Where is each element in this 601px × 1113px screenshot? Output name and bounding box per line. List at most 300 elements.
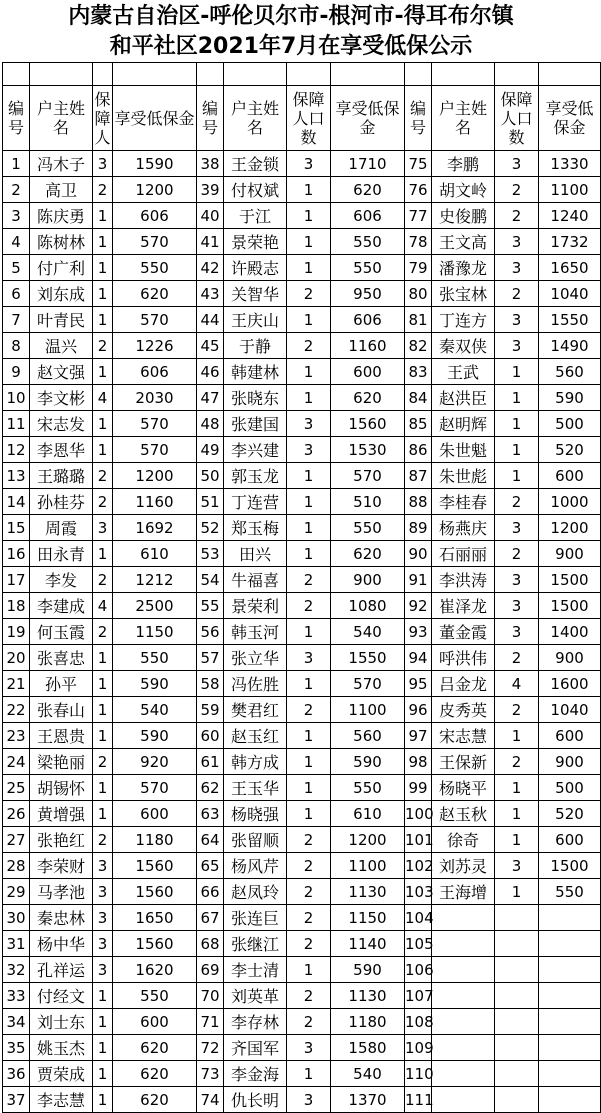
cell-householder: 关智华 bbox=[224, 281, 287, 307]
table-row bbox=[3, 177, 601, 203]
cell-persons: 3 bbox=[495, 619, 539, 645]
cell-persons: 1 bbox=[495, 801, 539, 827]
cell-householder: 王武 bbox=[432, 359, 495, 385]
cell-householder: 张建国 bbox=[224, 411, 287, 437]
cell-allowance: 1400 bbox=[539, 619, 601, 645]
cell-householder: 李桂春 bbox=[432, 489, 495, 515]
cell-number: 14 bbox=[3, 489, 30, 515]
table-row bbox=[3, 697, 601, 723]
cell-allowance: 1530 bbox=[331, 437, 405, 463]
cell-householder: 张春山 bbox=[30, 697, 93, 723]
cell-allowance: 1040 bbox=[539, 697, 601, 723]
cell-allowance bbox=[539, 983, 601, 1009]
table-row bbox=[3, 775, 601, 801]
cell-persons: 2 bbox=[495, 177, 539, 203]
cell-householder: 皮秀英 bbox=[432, 697, 495, 723]
cell-allowance: 590 bbox=[539, 385, 601, 411]
cell-householder: 景荣利 bbox=[224, 593, 287, 619]
cell-persons: 3 bbox=[495, 515, 539, 541]
cell-persons: 3 bbox=[93, 515, 113, 541]
cell-householder: 田兴 bbox=[224, 541, 287, 567]
cell-allowance: 550 bbox=[331, 775, 405, 801]
cell-allowance bbox=[539, 931, 601, 957]
cell-householder: 王海增 bbox=[432, 879, 495, 905]
cell-persons: 1 bbox=[287, 801, 331, 827]
assistance-table bbox=[2, 62, 601, 1113]
cell-persons: 3 bbox=[287, 1087, 331, 1113]
cell-persons: 2 bbox=[93, 749, 113, 775]
cell-persons: 2 bbox=[93, 177, 113, 203]
cell-householder: 景荣艳 bbox=[224, 229, 287, 255]
table-row bbox=[3, 463, 601, 489]
cell-persons: 3 bbox=[495, 229, 539, 255]
cell-number: 81 bbox=[405, 307, 432, 333]
cell-persons: 2 bbox=[93, 463, 113, 489]
cell-allowance: 1080 bbox=[331, 593, 405, 619]
cell-persons: 1 bbox=[93, 541, 113, 567]
table-row bbox=[3, 1035, 601, 1061]
cell-householder: 许殿志 bbox=[224, 255, 287, 281]
cell-householder: 韩建林 bbox=[224, 359, 287, 385]
cell-number: 97 bbox=[405, 723, 432, 749]
cell-allowance: 1150 bbox=[113, 619, 197, 645]
table-row bbox=[3, 411, 601, 437]
cell-number: 2 bbox=[3, 177, 30, 203]
cell-householder: 朱世彪 bbox=[432, 463, 495, 489]
cell-number: 55 bbox=[197, 593, 224, 619]
cell-number: 22 bbox=[3, 697, 30, 723]
document-title bbox=[0, 0, 582, 60]
cell-allowance: 1732 bbox=[539, 229, 601, 255]
cell-householder: 李志慧 bbox=[30, 1087, 93, 1113]
cell-number: 9 bbox=[3, 359, 30, 385]
cell-number: 58 bbox=[197, 671, 224, 697]
cell-allowance: 1500 bbox=[539, 567, 601, 593]
cell-allowance: 1130 bbox=[331, 983, 405, 1009]
cell-persons: 1 bbox=[93, 983, 113, 1009]
cell-number: 25 bbox=[3, 775, 30, 801]
cell-persons: 1 bbox=[287, 619, 331, 645]
cell-persons: 1 bbox=[287, 515, 331, 541]
cell-persons: 1 bbox=[495, 385, 539, 411]
cell-householder: 赵文强 bbox=[30, 359, 93, 385]
cell-allowance: 1100 bbox=[331, 853, 405, 879]
cell-allowance: 540 bbox=[331, 1061, 405, 1087]
cell-number: 32 bbox=[3, 957, 30, 983]
cell-persons: 1 bbox=[495, 411, 539, 437]
cell-persons: 1 bbox=[287, 489, 331, 515]
cell-householder: 王文高 bbox=[432, 229, 495, 255]
cell-allowance: 1650 bbox=[539, 255, 601, 281]
table-row bbox=[3, 255, 601, 281]
cell-number: 13 bbox=[3, 463, 30, 489]
table-row bbox=[3, 151, 601, 177]
cell-persons: 1 bbox=[93, 775, 113, 801]
cell-persons: 2 bbox=[287, 333, 331, 359]
cell-householder: 付广利 bbox=[30, 255, 93, 281]
cell-allowance: 570 bbox=[331, 463, 405, 489]
cell-number: 7 bbox=[3, 307, 30, 333]
cell-number: 12 bbox=[3, 437, 30, 463]
cell-number: 64 bbox=[197, 827, 224, 853]
table-row bbox=[3, 801, 601, 827]
cell-allowance: 1150 bbox=[331, 905, 405, 931]
cell-allowance: 1240 bbox=[539, 203, 601, 229]
table-row bbox=[3, 723, 601, 749]
cell-allowance: 570 bbox=[113, 437, 197, 463]
cell-number: 75 bbox=[405, 151, 432, 177]
cell-householder bbox=[432, 1087, 495, 1113]
cell-allowance: 500 bbox=[539, 775, 601, 801]
cell-householder: 王玉华 bbox=[224, 775, 287, 801]
cell-persons: 1 bbox=[93, 1035, 113, 1061]
cell-number: 66 bbox=[197, 879, 224, 905]
cell-allowance: 570 bbox=[113, 229, 197, 255]
cell-householder: 陈庆勇 bbox=[30, 203, 93, 229]
header-persons: 保障人 bbox=[93, 86, 113, 151]
cell-persons: 1 bbox=[93, 307, 113, 333]
table-row bbox=[3, 515, 601, 541]
cell-allowance: 1200 bbox=[113, 463, 197, 489]
cell-allowance: 570 bbox=[113, 775, 197, 801]
cell-householder bbox=[432, 1061, 495, 1087]
cell-householder: 郭玉龙 bbox=[224, 463, 287, 489]
cell-persons: 3 bbox=[93, 151, 113, 177]
cell-number: 34 bbox=[3, 1009, 30, 1035]
cell-householder: 李荣财 bbox=[30, 853, 93, 879]
cell-number: 71 bbox=[197, 1009, 224, 1035]
cell-number: 30 bbox=[3, 905, 30, 931]
cell-number: 15 bbox=[3, 515, 30, 541]
cell-householder: 张艳红 bbox=[30, 827, 93, 853]
cell-allowance: 1560 bbox=[331, 411, 405, 437]
cell-householder: 张继江 bbox=[224, 931, 287, 957]
cell-persons: 2 bbox=[287, 931, 331, 957]
cell-householder bbox=[432, 1009, 495, 1035]
cell-householder: 高卫 bbox=[30, 177, 93, 203]
cell-allowance: 600 bbox=[539, 463, 601, 489]
cell-persons bbox=[495, 1087, 539, 1113]
cell-number: 48 bbox=[197, 411, 224, 437]
cell-householder: 杨风芹 bbox=[224, 853, 287, 879]
cell-householder: 李鹏 bbox=[432, 151, 495, 177]
cell-allowance: 1180 bbox=[113, 827, 197, 853]
cell-persons: 1 bbox=[287, 385, 331, 411]
cell-persons: 1 bbox=[287, 307, 331, 333]
cell-number: 31 bbox=[3, 931, 30, 957]
table-row bbox=[3, 671, 601, 697]
cell-number: 47 bbox=[197, 385, 224, 411]
cell-number: 29 bbox=[3, 879, 30, 905]
cell-allowance: 560 bbox=[539, 359, 601, 385]
cell-allowance: 620 bbox=[113, 1087, 197, 1113]
cell-persons: 1 bbox=[495, 463, 539, 489]
cell-householder: 于静 bbox=[224, 333, 287, 359]
cell-number: 24 bbox=[3, 749, 30, 775]
cell-persons: 2 bbox=[93, 827, 113, 853]
cell-allowance: 1650 bbox=[113, 905, 197, 931]
table-row bbox=[3, 853, 601, 879]
cell-allowance bbox=[539, 905, 601, 931]
cell-persons: 1 bbox=[287, 203, 331, 229]
table-row bbox=[3, 957, 601, 983]
cell-persons: 1 bbox=[93, 1061, 113, 1087]
cell-number: 83 bbox=[405, 359, 432, 385]
cell-allowance: 1130 bbox=[331, 879, 405, 905]
cell-number: 68 bbox=[197, 931, 224, 957]
title-line-1: 内蒙古自治区-呼伦贝尔市-根河市-得耳布尔镇 bbox=[68, 4, 514, 29]
cell-householder: 秦忠林 bbox=[30, 905, 93, 931]
cell-allowance: 610 bbox=[331, 801, 405, 827]
table-row bbox=[3, 385, 601, 411]
cell-persons: 2 bbox=[93, 489, 113, 515]
cell-householder: 冯佐胜 bbox=[224, 671, 287, 697]
cell-persons: 1 bbox=[93, 697, 113, 723]
cell-householder: 潘豫龙 bbox=[432, 255, 495, 281]
cell-number: 104 bbox=[405, 905, 432, 931]
cell-householder: 刘苏灵 bbox=[432, 853, 495, 879]
table-row bbox=[3, 229, 601, 255]
header-householder: 户主姓名 bbox=[224, 86, 287, 151]
cell-householder: 张喜忠 bbox=[30, 645, 93, 671]
cell-persons: 1 bbox=[495, 723, 539, 749]
cell-householder: 赵玉红 bbox=[224, 723, 287, 749]
cell-allowance bbox=[539, 1087, 601, 1113]
cell-householder: 刘英革 bbox=[224, 983, 287, 1009]
cell-allowance: 606 bbox=[331, 307, 405, 333]
cell-householder: 马孝池 bbox=[30, 879, 93, 905]
cell-number: 111 bbox=[405, 1087, 432, 1113]
cell-householder: 宋志发 bbox=[30, 411, 93, 437]
cell-number: 86 bbox=[405, 437, 432, 463]
cell-householder: 姚玉杰 bbox=[30, 1035, 93, 1061]
cell-persons: 3 bbox=[93, 853, 113, 879]
cell-persons: 1 bbox=[93, 645, 113, 671]
cell-persons: 2 bbox=[495, 645, 539, 671]
cell-householder: 付经文 bbox=[30, 983, 93, 1009]
cell-householder: 王金锁 bbox=[224, 151, 287, 177]
cell-householder: 李存林 bbox=[224, 1009, 287, 1035]
cell-allowance: 620 bbox=[331, 541, 405, 567]
cell-persons: 3 bbox=[495, 593, 539, 619]
cell-allowance: 550 bbox=[113, 255, 197, 281]
cell-persons: 4 bbox=[93, 385, 113, 411]
cell-persons: 1 bbox=[93, 255, 113, 281]
cell-number: 108 bbox=[405, 1009, 432, 1035]
cell-householder: 张留顺 bbox=[224, 827, 287, 853]
cell-allowance: 1160 bbox=[331, 333, 405, 359]
cell-number: 79 bbox=[405, 255, 432, 281]
header-persons: 保障人口数 bbox=[495, 86, 539, 151]
header-number: 编号 bbox=[197, 86, 224, 151]
cell-persons: 1 bbox=[287, 255, 331, 281]
cell-householder: 董金霞 bbox=[432, 619, 495, 645]
cell-persons: 2 bbox=[287, 697, 331, 723]
cell-householder: 王璐璐 bbox=[30, 463, 93, 489]
cell-persons: 1 bbox=[287, 229, 331, 255]
table-row bbox=[3, 827, 601, 853]
cell-householder: 徐奇 bbox=[432, 827, 495, 853]
cell-persons: 1 bbox=[287, 749, 331, 775]
cell-persons: 3 bbox=[495, 333, 539, 359]
cell-number: 88 bbox=[405, 489, 432, 515]
cell-number: 37 bbox=[3, 1087, 30, 1113]
cell-persons: 1 bbox=[93, 801, 113, 827]
cell-number: 19 bbox=[3, 619, 30, 645]
cell-allowance: 1000 bbox=[539, 489, 601, 515]
table-row bbox=[3, 645, 601, 671]
cell-persons: 2 bbox=[287, 567, 331, 593]
cell-number: 73 bbox=[197, 1061, 224, 1087]
cell-persons: 1 bbox=[93, 437, 113, 463]
cell-allowance: 550 bbox=[539, 879, 601, 905]
cell-persons: 3 bbox=[93, 879, 113, 905]
cell-allowance: 1600 bbox=[539, 671, 601, 697]
cell-householder: 齐国军 bbox=[224, 1035, 287, 1061]
cell-householder: 李洪涛 bbox=[432, 567, 495, 593]
cell-number: 106 bbox=[405, 957, 432, 983]
cell-householder: 赵玉秋 bbox=[432, 801, 495, 827]
table-row bbox=[3, 541, 601, 567]
cell-allowance: 1590 bbox=[113, 151, 197, 177]
cell-persons: 3 bbox=[287, 1035, 331, 1061]
cell-householder: 李发 bbox=[30, 567, 93, 593]
cell-allowance: 1100 bbox=[539, 177, 601, 203]
title-line-2: 和平社区2021年7月在享受低保公示 bbox=[109, 34, 473, 59]
cell-number: 17 bbox=[3, 567, 30, 593]
cell-householder: 张晓东 bbox=[224, 385, 287, 411]
cell-allowance: 620 bbox=[113, 1061, 197, 1087]
cell-allowance: 1560 bbox=[113, 931, 197, 957]
table-row bbox=[3, 749, 601, 775]
table-body bbox=[3, 151, 601, 1113]
cell-persons: 1 bbox=[93, 1009, 113, 1035]
cell-persons: 3 bbox=[287, 151, 331, 177]
cell-persons: 3 bbox=[93, 957, 113, 983]
header-persons: 保障人口数 bbox=[287, 86, 331, 151]
cell-allowance: 500 bbox=[539, 411, 601, 437]
table-row bbox=[3, 359, 601, 385]
cell-allowance: 1490 bbox=[539, 333, 601, 359]
cell-number: 94 bbox=[405, 645, 432, 671]
cell-allowance bbox=[539, 957, 601, 983]
cell-persons: 3 bbox=[93, 905, 113, 931]
cell-persons: 1 bbox=[287, 723, 331, 749]
cell-allowance: 606 bbox=[113, 359, 197, 385]
cell-number: 84 bbox=[405, 385, 432, 411]
cell-allowance: 540 bbox=[331, 619, 405, 645]
cell-number: 10 bbox=[3, 385, 30, 411]
cell-persons: 1 bbox=[495, 879, 539, 905]
cell-number: 98 bbox=[405, 749, 432, 775]
cell-persons: 1 bbox=[287, 463, 331, 489]
cell-number: 78 bbox=[405, 229, 432, 255]
cell-allowance: 1200 bbox=[113, 177, 197, 203]
cell-persons: 3 bbox=[495, 255, 539, 281]
cell-allowance bbox=[539, 1035, 601, 1061]
cell-allowance: 570 bbox=[113, 307, 197, 333]
cell-allowance: 606 bbox=[113, 203, 197, 229]
cell-householder: 韩玉河 bbox=[224, 619, 287, 645]
cell-householder: 赵洪臣 bbox=[432, 385, 495, 411]
cell-persons: 2 bbox=[495, 281, 539, 307]
cell-persons: 1 bbox=[93, 411, 113, 437]
cell-persons: 1 bbox=[287, 775, 331, 801]
cell-allowance: 570 bbox=[113, 411, 197, 437]
cell-householder: 宋志慧 bbox=[432, 723, 495, 749]
cell-persons: 2 bbox=[93, 619, 113, 645]
cell-householder: 韩方成 bbox=[224, 749, 287, 775]
cell-allowance: 620 bbox=[331, 385, 405, 411]
cell-persons: 1 bbox=[495, 437, 539, 463]
cell-allowance: 1226 bbox=[113, 333, 197, 359]
cell-allowance: 1140 bbox=[331, 931, 405, 957]
cell-persons: 3 bbox=[495, 567, 539, 593]
cell-allowance: 550 bbox=[331, 229, 405, 255]
table-row bbox=[3, 619, 601, 645]
cell-householder: 王庆山 bbox=[224, 307, 287, 333]
table-row bbox=[3, 1009, 601, 1035]
cell-householder: 孙桂芬 bbox=[30, 489, 93, 515]
cell-allowance: 920 bbox=[113, 749, 197, 775]
cell-persons: 3 bbox=[287, 437, 331, 463]
cell-householder: 崔泽龙 bbox=[432, 593, 495, 619]
cell-persons: 1 bbox=[495, 827, 539, 853]
cell-allowance: 550 bbox=[113, 983, 197, 1009]
cell-persons: 1 bbox=[93, 1087, 113, 1113]
cell-number: 92 bbox=[405, 593, 432, 619]
cell-persons bbox=[495, 957, 539, 983]
cell-persons: 2 bbox=[93, 567, 113, 593]
cell-householder: 温兴 bbox=[30, 333, 93, 359]
cell-householder bbox=[432, 1035, 495, 1061]
cell-number: 20 bbox=[3, 645, 30, 671]
cell-allowance: 1710 bbox=[331, 151, 405, 177]
cell-number: 100 bbox=[405, 801, 432, 827]
cell-number: 54 bbox=[197, 567, 224, 593]
cell-persons: 2 bbox=[495, 749, 539, 775]
cell-persons: 2 bbox=[287, 281, 331, 307]
cell-persons: 2 bbox=[287, 827, 331, 853]
cell-allowance: 600 bbox=[331, 359, 405, 385]
cell-number: 77 bbox=[405, 203, 432, 229]
cell-allowance: 620 bbox=[113, 1035, 197, 1061]
cell-persons: 2 bbox=[287, 1009, 331, 1035]
cell-persons: 3 bbox=[93, 931, 113, 957]
cell-number: 3 bbox=[3, 203, 30, 229]
header-householder: 户主姓名 bbox=[30, 86, 93, 151]
cell-allowance: 1040 bbox=[539, 281, 601, 307]
cell-number: 90 bbox=[405, 541, 432, 567]
cell-householder: 杨晓平 bbox=[432, 775, 495, 801]
cell-householder: 王恩贵 bbox=[30, 723, 93, 749]
cell-householder: 李金海 bbox=[224, 1061, 287, 1087]
cell-allowance: 1692 bbox=[113, 515, 197, 541]
cell-allowance bbox=[539, 1061, 601, 1087]
cell-persons: 4 bbox=[93, 593, 113, 619]
cell-number: 35 bbox=[3, 1035, 30, 1061]
cell-householder: 孔祥运 bbox=[30, 957, 93, 983]
header-allowance: 享受低保金 bbox=[331, 86, 405, 151]
cell-number: 69 bbox=[197, 957, 224, 983]
table-row bbox=[3, 983, 601, 1009]
cell-persons: 1 bbox=[287, 177, 331, 203]
cell-householder bbox=[432, 905, 495, 931]
cell-number: 18 bbox=[3, 593, 30, 619]
cell-householder: 李士清 bbox=[224, 957, 287, 983]
cell-number: 28 bbox=[3, 853, 30, 879]
cell-persons: 2 bbox=[287, 853, 331, 879]
